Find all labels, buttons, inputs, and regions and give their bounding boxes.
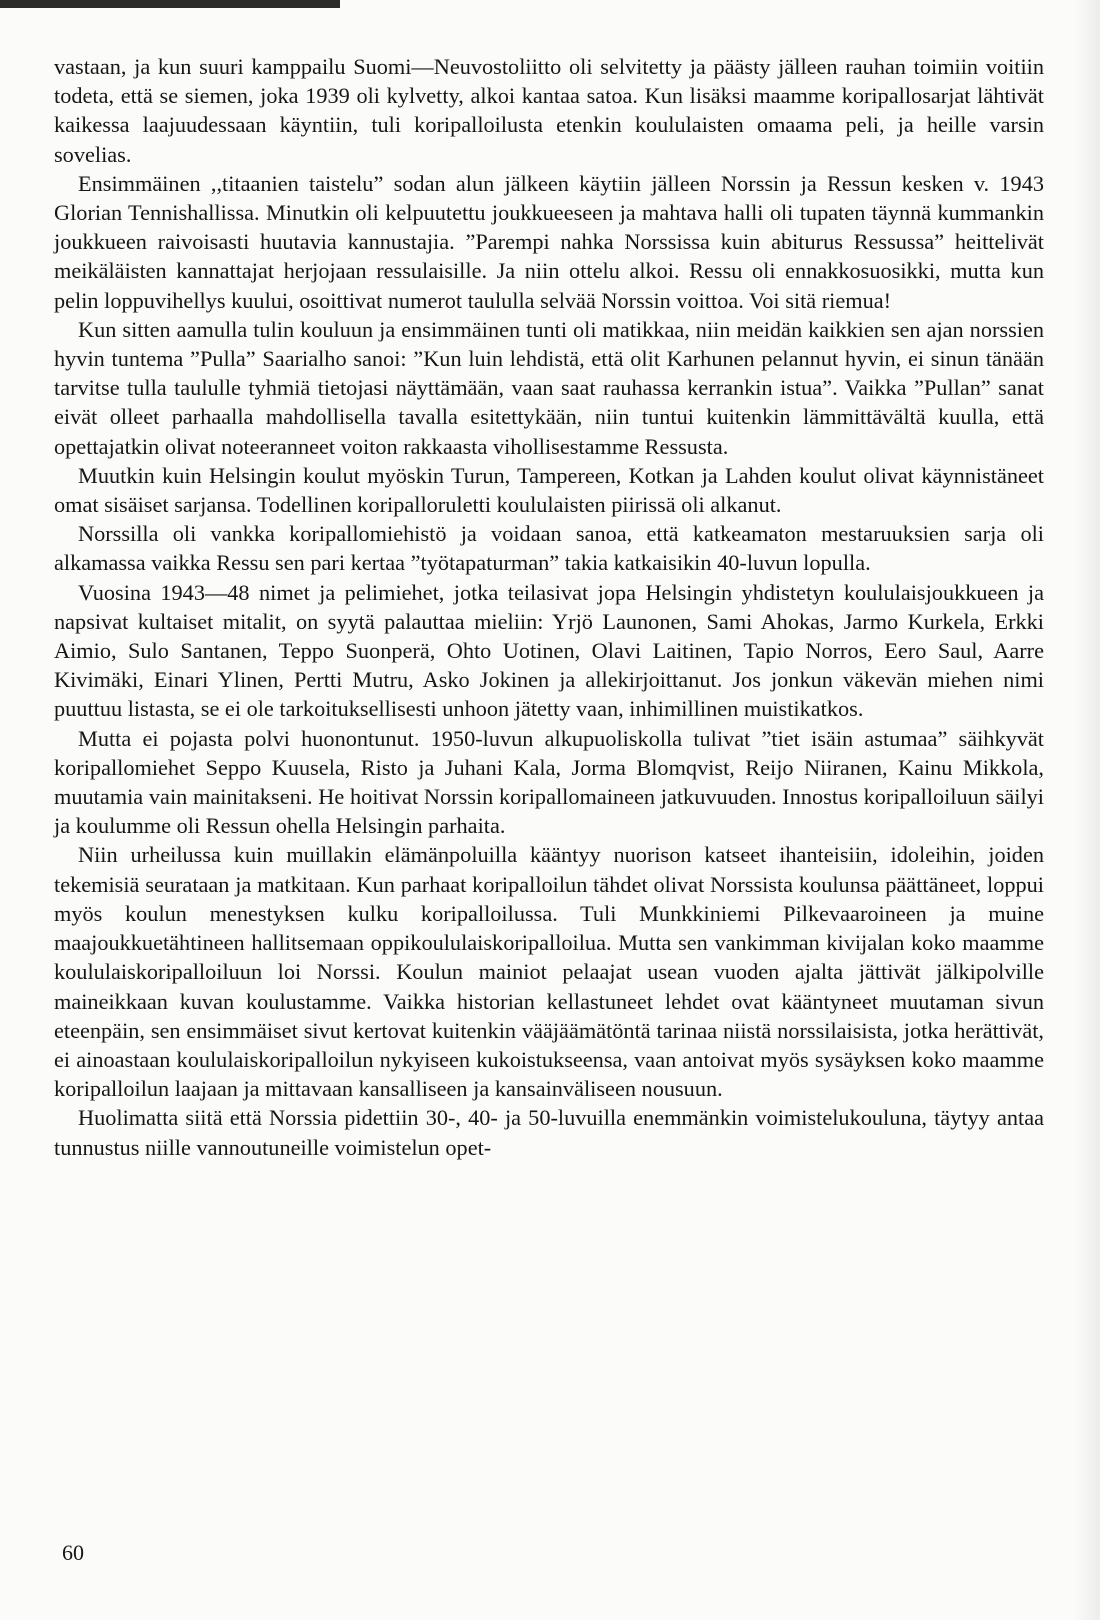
paragraph-8: Niin urheilussa kuin muillakin elämänpoluilla kääntyy nuorison katseet ihanteisiin, idoleihin, joiden tekemisiä seurataan ja matkitaan. Kun parhaat koripalloilun tähdet olivat Norssista koulunsa päättäneet, loppui myös koulun menestyksen kulku koripalloilussa. Tuli Munkkiniemi Pilkevaaroineen ja muine maajoukkuetähtineen hallitsemaan oppikoululaiskoripalloilua. Mutta sen vankimman kivijalan koko maamme koululaiskoripalloiluun loi Norssi. Koulun mainiot pelaajat usean vuoden ajalta jättivät jälkipolville maineikkaan kuvan koulustamme. Vaikka historian kellastuneet lehdet ovat kääntyneet muutaman sivun eteenpäin, sen ensimmäiset sivut kertovat kuitenkin vääjäämätöntä tarinaa niistä norssilaisista, jotka herättivät, ei ainoastaan koululaiskoripalloilun nykyiseen kukoistukseensa, vaan antoivat myös sysäyksen koko maamme koripalloilun laajaan ja mittavaan kansalliseen ja kansainväliseen nousuun. (54, 842, 1044, 1102)
paragraph-5: Norssilla oli vankka koripallomiehistö ja voidaan sanoa, että katkeamaton mestaruuksien sarja oli alkamassa vaikka Ressu sen pari kertaa ”työtapaturman” takia katkaisikin 40-luvun lopulla. (54, 521, 1044, 576)
paragraph-2: Ensimmäinen ,,titaanien taistelu” sodan alun jälkeen käytiin jälleen Norssin ja Ressun kesken v. 1943 Glorian Tennishallissa. Minutkin oli kelpuutettu joukkueeseen ja mahtava halli oli tupaten täynnä kummankin joukkueen raivoisasti huutavia kannustajia. ”Parempi nahka Norssissa kuin abiturus Ressussa” heittelivät meikäläisten kannattajat herjojaan ressulaisille. Ja niin ottelu alkoi. Ressu oli ennakkosuosikki, mutta kun pelin loppuvihellys kuului, osoittivat numerot taululla selvää Norssin voittoa. Voi sitä riemua! (54, 170, 1044, 313)
paragraph-3: Kun sitten aamulla tulin kouluun ja ensimmäinen tunti oli matikkaa, niin meidän kaikkien sen ajan norssien hyvin tuntema ”Pulla” Saarialho sanoi: ”Kun luin lehdistä, että olit Karhunen pelannut hyvin, ei sinun tänään tarvitse tulla taululle tyhmiä tietojasi näyttämään, vaan saat rauhassa kerrankin istua”. Vaikka ”Pullan” sanat eivät olleet parhaalla mahdollisella tavalla esitettykään, niin tuntui kuitenkin lämmittävältä kuulla, että opettajatkin olivat noteeranneet voiton rakkaasta vihollisestamme Ressusta. (54, 316, 1044, 459)
paragraph-6: Vuosina 1943—48 nimet ja pelimiehet, jotka teilasivat jopa Helsingin yhdistetyn koululaisjoukkueen ja napsivat kultaiset mitalit, on syytä palauttaa mieliin: Yrjö Launonen, Sami Ahokas, Jarmo Kurkela, Erkki Aimio, Sulo Santanen, Teppo Suonperä, Ohto Uotinen, Olavi Laitinen, Tapio Norros, Eero Saul, Aarre Kivimäki, Einari Ylinen, Pertti Mutru, Asko Jokinen ja allekirjoittanut. Jos jonkun väkevän miehen nimi puuttuu listasta, se ei ole tarkoituksellisesti unhoon jätetty vaan, inhimillinen muistikatkos. (54, 579, 1044, 722)
page-gutter-shadow (1074, 0, 1100, 1620)
paragraph-9: Huolimatta siitä että Norssia pidettiin 30-, 40- ja 50-luvuilla enemmänkin voimistelukouluna, täytyy antaa tunnustus niille vannoutuneille voimistelun opet- (54, 1105, 1044, 1160)
paragraph-4: Muutkin kuin Helsingin koulut myöskin Turun, Tampereen, Kotkan ja Lahden koulut olivat käynnistäneet omat sisäiset sarjansa. Todellinen koripalloruletti koululaisten piirissä oli alkanut. (54, 462, 1044, 518)
paragraph-1: vastaan, ja kun suuri kamppailu Suomi—Neuvostoliitto oli selvitetty ja päästy jälleen rauhan toimiin voitiin todeta, että se siemen, joka 1939 oli kylvetty, alkoi kantaa satoa. Kun lisäksi maamme koripallosarjat lähtivät kaikessa laajuudessaan käyntiin, tuli koripalloilusta etenkin koululaisten omaama peli, ja heille varsin sovelias. (54, 54, 1044, 167)
paragraph-7: Mutta ei pojasta polvi huonontunut. 1950-luvun alkupuoliskolla tulivat ”tiet isäin astumaa” säihkyvät koripallomiehet Seppo Kuusela, Risto ja Juhani Kala, Jorma Blomqvist, Reijo Niiranen, Kainu Mikkola, muutamia vain mainitakseni. He hoitivat Norssin koripallomaineen jatkuvuuden. Innostus koripalloiluun säilyi ja koulumme oli Ressun ohella Helsingin parhaita. (54, 725, 1044, 839)
scan-edge-strip (0, 0, 340, 8)
page-number: 60 (62, 1540, 84, 1565)
page-body-text (54, 52, 1044, 1162)
